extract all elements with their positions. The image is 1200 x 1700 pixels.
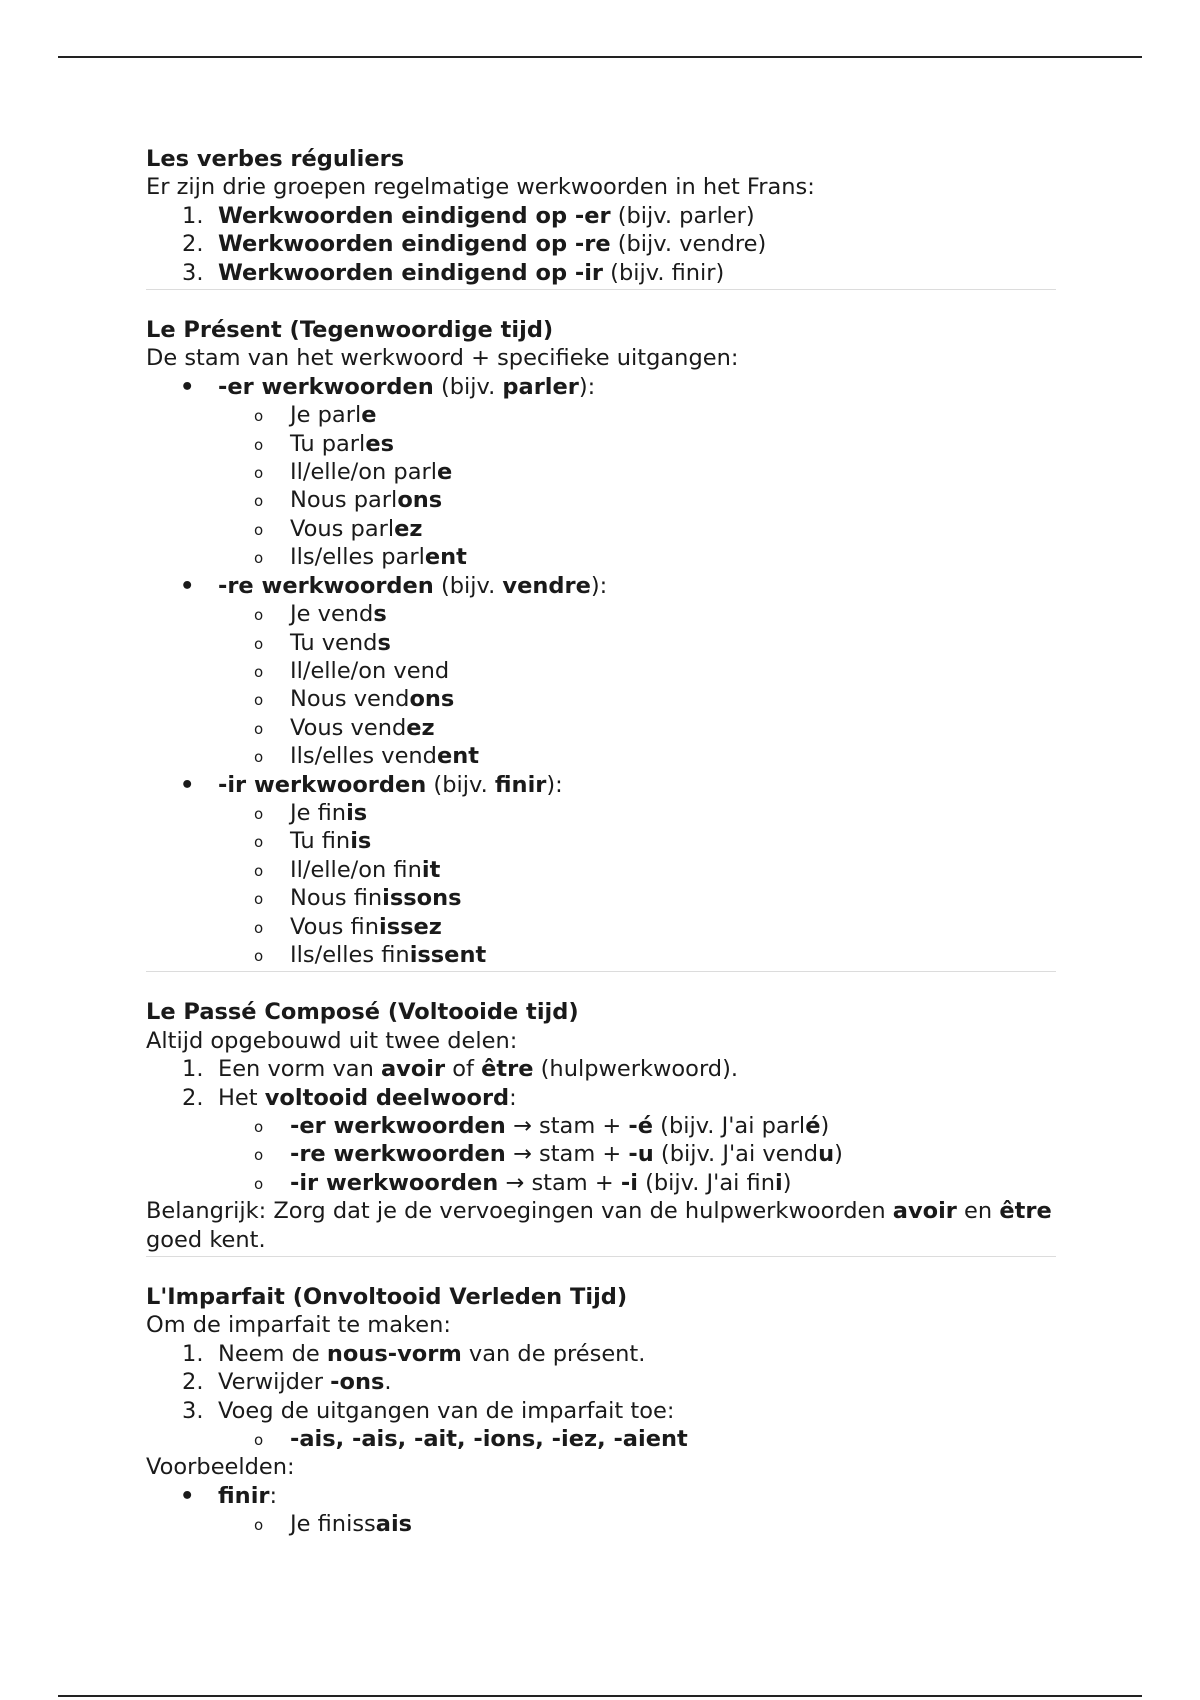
section-intro: Om de imparfait te maken:: [146, 1312, 451, 1339]
section-divider: [146, 971, 1056, 972]
circle-bullet-icon: o: [254, 833, 264, 852]
list-item: 3. Werkwoorden eindigend op -ir (bijv. finir): [182, 259, 725, 286]
group-heading-er: • -er werkwoorden (bijv. parler):: [180, 373, 596, 400]
section-divider: [146, 289, 1056, 290]
conjugation-form: o Vous vendez: [146, 714, 1056, 742]
conjugation-form: o Je finis: [146, 799, 1056, 827]
group-heading-re: • -re werkwoorden (bijv. vendre):: [180, 572, 608, 599]
circle-bullet-icon: o: [254, 662, 264, 681]
circle-bullet-icon: o: [254, 407, 264, 426]
circle-bullet-icon: o: [254, 435, 264, 454]
group-heading-ir: • -ir werkwoorden (bijv. finir):: [180, 771, 563, 798]
conjugation-form: o Tu vends: [146, 629, 1056, 657]
conjugation-form: o Ils/elles vendent: [146, 742, 1056, 770]
participle-rule: o -re werkwoorden → stam + -u (bijv. J'ai vendu): [146, 1140, 1056, 1168]
circle-bullet-icon: o: [254, 1146, 264, 1165]
list-item: 2. Het voltooid deelwoord:: [182, 1084, 517, 1111]
list-item: 1. Een vorm van avoir of être (hulpwerkwoord).: [182, 1056, 739, 1083]
conjugation-form: o Ils/elles parlent: [146, 543, 1056, 571]
circle-bullet-icon: o: [254, 606, 264, 625]
section-intro: De stam van het werkwoord + specifieke uitgangen:: [146, 345, 739, 372]
verb-groups-list: [146, 202, 1056, 287]
bullet-icon: •: [180, 1482, 195, 1509]
imparfait-endings: o -ais, -ais, -ait, -ions, -iez, -aient: [146, 1425, 1056, 1453]
conjugation-form: o Il/elle/on finit: [146, 856, 1056, 884]
circle-bullet-icon: o: [254, 804, 264, 823]
list-item: 1. Neem de nous-vorm van de présent.: [182, 1340, 646, 1367]
footer-rule: [58, 1695, 1142, 1697]
section-intro: Altijd opgebouwd uit twee delen:: [146, 1027, 518, 1054]
conjugation-form: o Je vends: [146, 600, 1056, 628]
conjugation-form: o Ils/elles finissent: [146, 941, 1056, 969]
imparfait-steps: [146, 1340, 1056, 1454]
circle-bullet-icon: o: [254, 634, 264, 653]
circle-bullet-icon: o: [254, 1118, 264, 1136]
important-note: Belangrijk: Zorg dat je de vervoegingen van de hulpwerkwoorden avoir en être goed kent.: [146, 1198, 1052, 1253]
circle-bullet-icon: o: [254, 1174, 264, 1193]
conjugation-form: o Il/elle/on parle: [146, 458, 1056, 486]
circle-bullet-icon: o: [254, 719, 264, 738]
circle-bullet-icon: o: [254, 549, 264, 568]
conjugation-form: o Tu finis: [146, 827, 1056, 855]
section-title-passe-compose: Le Passé Composé (Voltooide tijd): [146, 999, 579, 1026]
conjugation-form: o Nous parlons: [146, 486, 1056, 514]
circle-bullet-icon: o: [254, 464, 264, 483]
header-rule: [58, 56, 1142, 58]
conjugation-form: o Nous finissons: [146, 884, 1056, 912]
section-title-verbes-reguliers: Les verbes réguliers: [146, 146, 405, 172]
participle-rule: o -ir werkwoorden → stam + -i (bijv. J'ai fini): [146, 1169, 1056, 1197]
circle-bullet-icon: o: [254, 1516, 264, 1535]
conjugation-form: o Nous vendons: [146, 685, 1056, 713]
circle-bullet-icon: o: [254, 1431, 264, 1450]
conjugation-form: o Vous parlez: [146, 515, 1056, 543]
document-body: [146, 145, 1056, 1539]
examples-list: [146, 1482, 1056, 1539]
circle-bullet-icon: o: [254, 861, 264, 880]
conjugation-form: o Je finissais: [146, 1510, 1056, 1538]
conjugation-groups: [146, 373, 1056, 970]
section-intro: Er zijn drie groepen regelmatige werkwoorden in het Frans:: [146, 174, 815, 201]
bullet-icon: •: [180, 373, 195, 400]
participle-rule: o -er werkwoorden → stam + -é (bijv. J'ai parlé): [146, 1112, 1056, 1140]
conjugation-form: o Vous finissez: [146, 913, 1056, 941]
section-title-imparfait: L'Imparfait (Onvoltooid Verleden Tijd): [146, 1284, 628, 1311]
list-item: 1. Werkwoorden eindigend op -er (bijv. parler): [182, 202, 755, 229]
list-item: 2. Werkwoorden eindigend op -re (bijv. vendre): [182, 231, 767, 258]
section-title-present: Le Présent (Tegenwoordige tijd): [146, 317, 554, 344]
conjugation-form: o Tu parles: [146, 430, 1056, 458]
example-verb: • finir:: [180, 1482, 278, 1509]
circle-bullet-icon: o: [254, 918, 264, 937]
circle-bullet-icon: o: [254, 890, 264, 909]
conjugation-form: o Il/elle/on vend: [146, 657, 1056, 685]
circle-bullet-icon: o: [254, 492, 264, 511]
list-item: 2. Verwijder -ons.: [182, 1369, 392, 1396]
conjugation-form: o Je parle: [146, 401, 1056, 429]
section-divider: [146, 1256, 1056, 1257]
examples-label: Voorbeelden:: [146, 1454, 295, 1481]
passe-compose-parts: [146, 1055, 1056, 1197]
bullet-icon: •: [180, 771, 195, 798]
circle-bullet-icon: o: [254, 691, 264, 710]
circle-bullet-icon: o: [254, 748, 264, 767]
circle-bullet-icon: o: [254, 946, 264, 965]
bullet-icon: •: [180, 572, 195, 599]
list-item: 3. Voeg de uitgangen van de imparfait toe:: [182, 1397, 675, 1424]
circle-bullet-icon: o: [254, 520, 264, 539]
